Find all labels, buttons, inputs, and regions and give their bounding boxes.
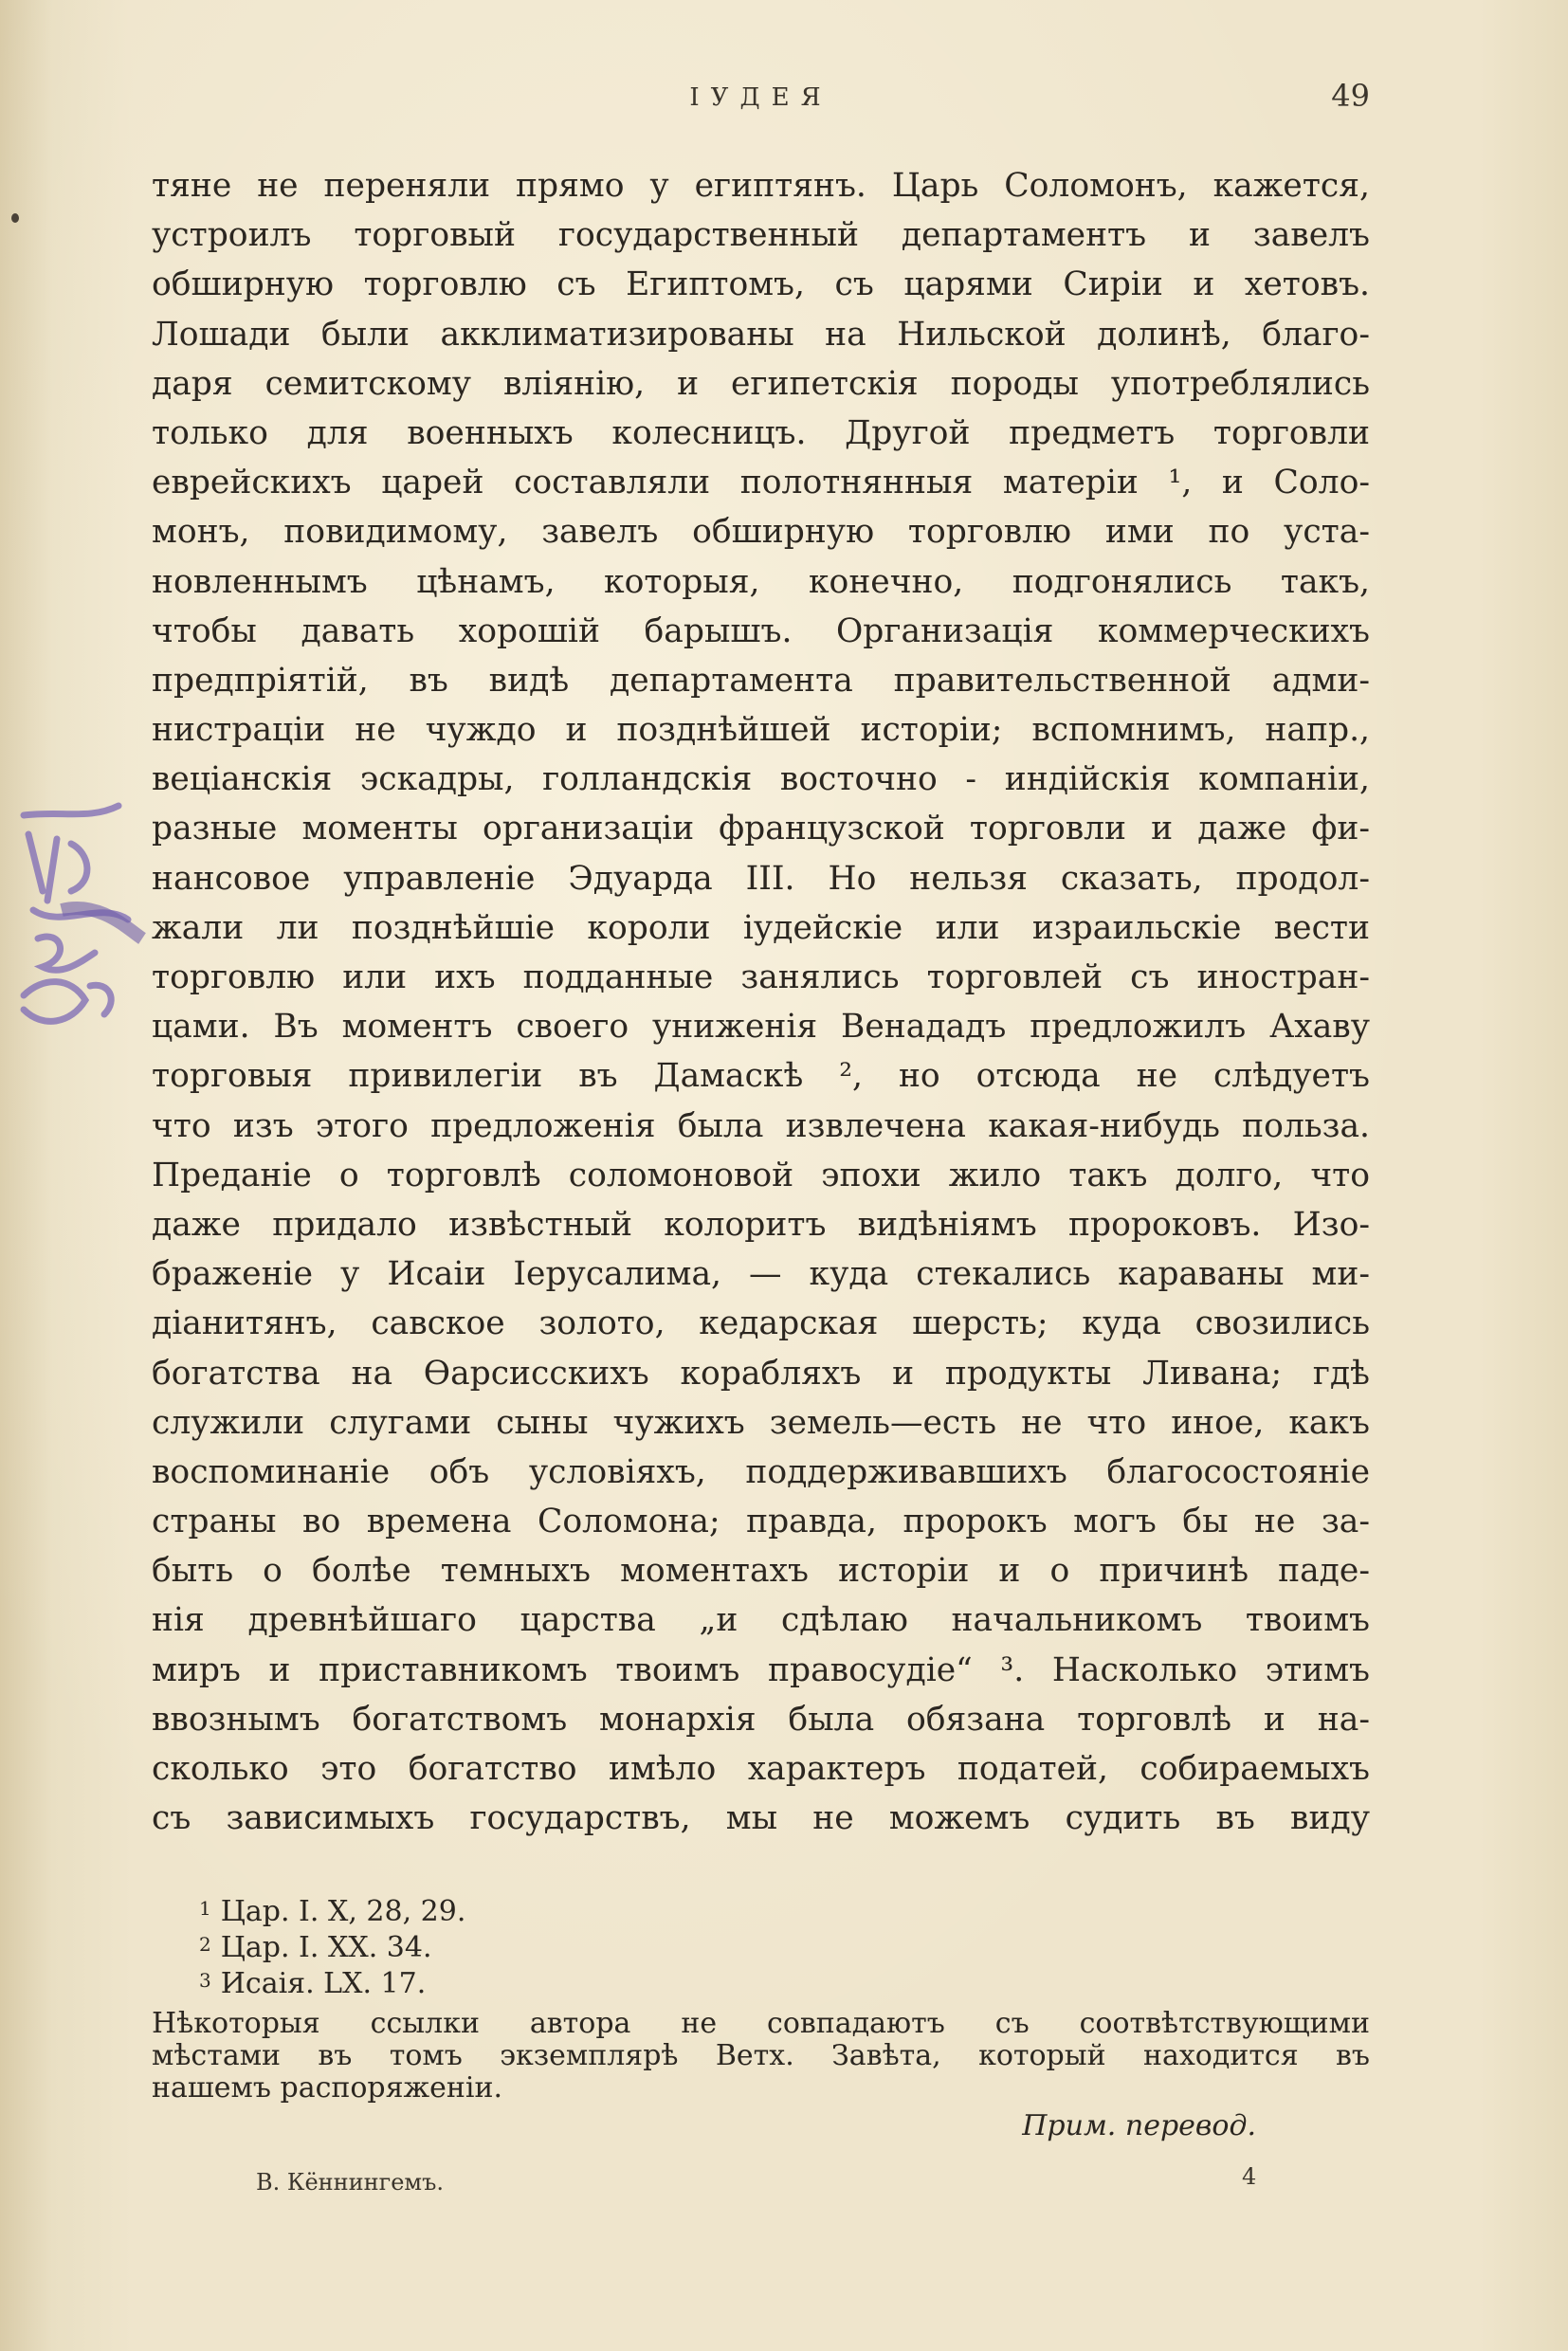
footnote-text: Цар. I. X, 28, 29. — [220, 1895, 466, 1928]
body-line: служили слугами сыны чужихъ земель—есть не что иное, какъ — [152, 1403, 1370, 1442]
page-header — [152, 76, 1370, 123]
translator-signature: Прим. перевод. — [1022, 2109, 1256, 2142]
body-line: браженіе у Исаіи Іерусалима, — куда стекались караваны ми- — [152, 1255, 1370, 1294]
body-line: что изъ этого предложенія была извлечена какая-нибудь польза. — [152, 1106, 1370, 1145]
body-line: чтобы давать хорошій барышъ. Организація коммерческихъ — [152, 611, 1370, 650]
body-line: цами. Въ моментъ своего униженія Венададъ предложилъ Ахаву — [152, 1008, 1370, 1047]
body-line: веціанскія эскадры, голландскія восточно - индійскія компаніи, — [152, 760, 1370, 799]
body-line: еврейскихъ царей составляли полотнянныя матеріи ¹, и Соло- — [152, 464, 1370, 502]
body-line: устроилъ торговый государственный департаментъ и завелъ — [152, 216, 1370, 255]
body-line: Лошади были акклиматизированы на Нильской долинѣ, благо- — [152, 315, 1370, 354]
body-line: только для военныхъ колесницъ. Другой предметъ торговли — [152, 413, 1370, 452]
footnote-mark: 3 — [199, 1969, 211, 1992]
library-stamp-mark — [5, 796, 147, 1043]
sheet-number: 4 — [1242, 2163, 1257, 2190]
footnote-mark: 2 — [199, 1933, 211, 1956]
body-line: торговлю или ихъ подданные занялись торговлей съ иностран- — [152, 958, 1370, 996]
running-head: ІУДЕЯ — [689, 83, 832, 112]
body-line: обширную торговлю съ Египтомъ, съ царями Сиріи и хетовъ. — [152, 265, 1370, 304]
body-line: нія древнѣйшаго царства „и сдѣлаю начальникомъ твоимъ — [152, 1601, 1370, 1640]
translator-note-line: мѣстами въ томъ экземплярѣ Ветх. Завѣта, который находится въ — [152, 2039, 1370, 2072]
body-line: даря семитскому вліянію, и египетскія породы употреблялись — [152, 364, 1370, 403]
body-line: новленнымъ цѣнамъ, которыя, конечно, подгонялись такъ, — [152, 562, 1370, 601]
footnote-text: Цар. I. XX. 34. — [220, 1931, 432, 1964]
author-signature: В. Кённингемъ. — [256, 2169, 444, 2196]
translator-note — [152, 2008, 1370, 2142]
body-line: Преданіе о торговлѣ соломоновой эпохи жило такъ долго, что — [152, 1156, 1370, 1194]
body-line: миръ и приставникомъ твоимъ правосудіе“ ³. Насколько этимъ — [152, 1650, 1370, 1689]
body-line: нансовое управленіе Эдуарда III. Но нельзя сказать, продол- — [152, 859, 1370, 898]
footnote-text: Исаія. LX. 17. — [220, 1967, 427, 2000]
translator-note-line: Нѣкоторыя ссылки автора не совпадаютъ съ соотвѣтствующими — [152, 2007, 1370, 2040]
footnote — [152, 1964, 1370, 2000]
body-text — [152, 161, 1370, 1843]
body-line: торговыя привилегіи въ Дамаскѣ ², но отсюда не слѣдуетъ — [152, 1057, 1370, 1096]
body-line: діанитянъ, савское золото, кедарская шерсть; куда свозились — [152, 1304, 1370, 1343]
body-line: тяне не переняли прямо у египтянъ. Царь Соломонъ, кажется, — [152, 167, 1370, 205]
footnote — [152, 1928, 1370, 1964]
body-line: предпріятій, въ видѣ департамента правительственной адми- — [152, 661, 1370, 700]
page-number: 49 — [1331, 78, 1370, 114]
ink-spot — [11, 213, 19, 223]
body-line: жали ли позднѣйшіе короли іудейскіе или израильскіе вести — [152, 908, 1370, 947]
body-line: съ зависимыхъ государствъ, мы не можемъ судить въ виду — [152, 1799, 1370, 1838]
body-line: воспоминаніе объ условіяхъ, поддерживавшихъ благосостояніе — [152, 1452, 1370, 1491]
body-line: ввознымъ богатствомъ монархія была обязана торговлѣ и на- — [152, 1700, 1370, 1739]
body-line: даже придало извѣстный колоритъ видѣніямъ пророковъ. Изо- — [152, 1205, 1370, 1244]
footnote — [152, 1892, 1370, 1928]
body-line: богатства на Ѳарсисскихъ корабляхъ и продукты Ливана; гдѣ — [152, 1354, 1370, 1393]
translator-note-line: нашемъ распоряженіи. — [152, 2071, 503, 2105]
body-line: сколько это богатство имѣло характеръ податей, собираемыхъ — [152, 1750, 1370, 1788]
body-line: нистраціи не чуждо и позднѣйшей исторіи; вспомнимъ, напр., — [152, 711, 1370, 750]
body-line: разные моменты организаціи французской торговли и даже фи- — [152, 810, 1370, 848]
body-line: монъ, повидимому, завелъ обширную торговлю ими по уста- — [152, 513, 1370, 552]
footnote-mark: 1 — [199, 1897, 211, 1920]
body-line: быть о болѣе темныхъ моментахъ исторіи и о причинѣ паде- — [152, 1552, 1370, 1591]
body-line: страны во времена Соломона; правда, пророкъ могъ бы не за- — [152, 1503, 1370, 1541]
footnotes — [152, 1892, 1370, 2142]
